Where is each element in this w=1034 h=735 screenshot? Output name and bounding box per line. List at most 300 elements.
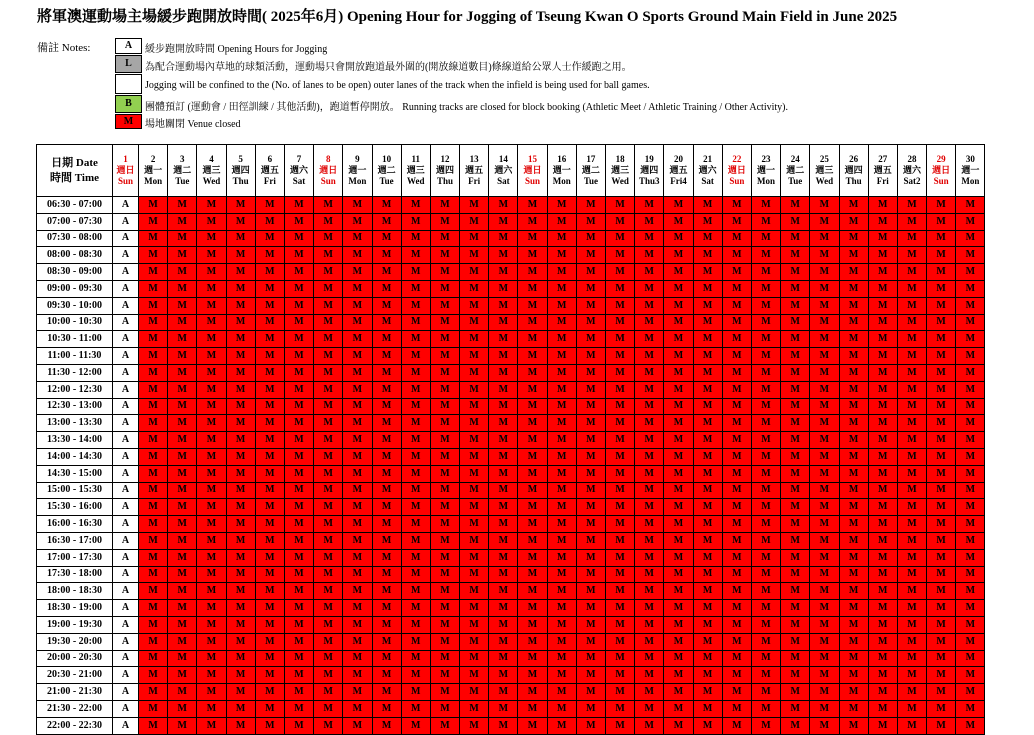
status-cell: A bbox=[113, 717, 139, 734]
day-header bbox=[956, 145, 985, 197]
day-header-zh: 週三 bbox=[202, 165, 221, 175]
status-cell: M bbox=[430, 197, 459, 214]
status-cell: M bbox=[839, 566, 868, 583]
time-slot-cell: 15:00 - 15:30 bbox=[37, 482, 113, 499]
status-cell: M bbox=[576, 717, 605, 734]
status-cell: M bbox=[897, 364, 926, 381]
status-cell: M bbox=[139, 432, 168, 449]
status-cell: M bbox=[430, 213, 459, 230]
status-cell: M bbox=[284, 213, 313, 230]
status-cell: M bbox=[839, 314, 868, 331]
status-cell: M bbox=[314, 364, 343, 381]
status-cell: M bbox=[664, 247, 693, 264]
status-cell: M bbox=[781, 600, 810, 617]
status-cell: M bbox=[430, 247, 459, 264]
status-cell: M bbox=[635, 600, 664, 617]
status-cell: M bbox=[460, 247, 489, 264]
time-slot-cell: 18:00 - 18:30 bbox=[37, 583, 113, 600]
status-cell: A bbox=[113, 516, 139, 533]
status-cell: M bbox=[460, 448, 489, 465]
status-cell: M bbox=[284, 348, 313, 365]
status-cell: M bbox=[956, 566, 985, 583]
status-cell: M bbox=[606, 566, 635, 583]
status-cell: M bbox=[401, 516, 430, 533]
status-cell: M bbox=[430, 516, 459, 533]
status-cell: M bbox=[255, 314, 284, 331]
status-cell: M bbox=[927, 264, 956, 281]
status-cell: M bbox=[314, 314, 343, 331]
day-header-en: Sat bbox=[292, 176, 306, 186]
status-cell: M bbox=[372, 717, 401, 734]
status-cell: M bbox=[576, 549, 605, 566]
status-cell: M bbox=[722, 331, 751, 348]
status-cell: M bbox=[139, 465, 168, 482]
status-cell: M bbox=[255, 583, 284, 600]
status-cell: M bbox=[927, 415, 956, 432]
status-cell: M bbox=[489, 247, 518, 264]
status-cell: M bbox=[314, 650, 343, 667]
day-header-en: Thu bbox=[845, 176, 862, 186]
status-cell: M bbox=[839, 448, 868, 465]
status-cell: M bbox=[751, 381, 780, 398]
status-cell: M bbox=[518, 297, 547, 314]
status-cell: M bbox=[927, 348, 956, 365]
time-slot-cell: 10:00 - 10:30 bbox=[37, 314, 113, 331]
table-row bbox=[37, 633, 985, 650]
status-cell: M bbox=[956, 700, 985, 717]
status-cell: M bbox=[693, 616, 722, 633]
status-cell: M bbox=[693, 314, 722, 331]
status-cell: M bbox=[635, 331, 664, 348]
status-cell: M bbox=[460, 398, 489, 415]
status-cell: M bbox=[314, 213, 343, 230]
day-header-en: Mon bbox=[348, 176, 367, 186]
status-cell: M bbox=[489, 532, 518, 549]
status-cell: M bbox=[897, 684, 926, 701]
day-header-en: Wed bbox=[815, 176, 834, 186]
status-cell: M bbox=[430, 314, 459, 331]
status-cell: M bbox=[197, 667, 226, 684]
status-cell: M bbox=[401, 549, 430, 566]
status-cell: M bbox=[781, 499, 810, 516]
status-cell: M bbox=[751, 448, 780, 465]
day-header-en: Sat bbox=[701, 176, 714, 186]
day-header-zh: 週日 bbox=[523, 165, 542, 175]
day-header-date: 2 bbox=[150, 154, 156, 164]
status-cell: M bbox=[606, 197, 635, 214]
time-slot-cell: 13:30 - 14:00 bbox=[37, 432, 113, 449]
status-cell: M bbox=[518, 684, 547, 701]
status-cell: M bbox=[606, 331, 635, 348]
status-cell: M bbox=[284, 415, 313, 432]
day-header bbox=[751, 145, 780, 197]
status-cell: M bbox=[927, 532, 956, 549]
status-cell: M bbox=[956, 297, 985, 314]
status-cell: M bbox=[868, 264, 897, 281]
status-cell: M bbox=[197, 415, 226, 432]
status-cell: M bbox=[226, 700, 255, 717]
status-cell: M bbox=[868, 633, 897, 650]
status-cell: M bbox=[284, 549, 313, 566]
status-cell: M bbox=[401, 600, 430, 617]
status-cell: M bbox=[897, 280, 926, 297]
time-slot-cell: 07:00 - 07:30 bbox=[37, 213, 113, 230]
table-row bbox=[37, 197, 985, 214]
status-cell: M bbox=[781, 348, 810, 365]
status-cell: M bbox=[139, 616, 168, 633]
status-cell: M bbox=[401, 583, 430, 600]
status-cell: M bbox=[839, 465, 868, 482]
status-cell: M bbox=[401, 532, 430, 549]
status-cell: M bbox=[314, 465, 343, 482]
status-cell: M bbox=[226, 566, 255, 583]
status-cell: M bbox=[489, 650, 518, 667]
status-cell: M bbox=[576, 297, 605, 314]
status-cell: M bbox=[168, 364, 197, 381]
status-cell: M bbox=[401, 314, 430, 331]
status-cell: M bbox=[927, 465, 956, 482]
status-cell: M bbox=[897, 230, 926, 247]
status-cell: M bbox=[547, 700, 576, 717]
day-header bbox=[168, 145, 197, 197]
status-cell: M bbox=[168, 700, 197, 717]
status-cell: M bbox=[168, 482, 197, 499]
status-cell: A bbox=[113, 432, 139, 449]
day-header bbox=[255, 145, 284, 197]
status-cell: M bbox=[401, 331, 430, 348]
status-cell: M bbox=[139, 213, 168, 230]
status-cell: M bbox=[226, 331, 255, 348]
status-cell: A bbox=[113, 633, 139, 650]
status-cell: M bbox=[576, 633, 605, 650]
status-cell: M bbox=[226, 684, 255, 701]
table-row bbox=[37, 650, 985, 667]
status-cell: M bbox=[489, 482, 518, 499]
legend-code-l: L bbox=[115, 55, 142, 73]
status-cell: M bbox=[781, 247, 810, 264]
day-header-zh: 週三 bbox=[611, 165, 630, 175]
status-cell: M bbox=[460, 348, 489, 365]
status-cell: M bbox=[547, 280, 576, 297]
status-cell: M bbox=[897, 516, 926, 533]
status-cell: M bbox=[343, 432, 372, 449]
status-cell: M bbox=[518, 280, 547, 297]
status-cell: M bbox=[576, 650, 605, 667]
status-cell: M bbox=[489, 314, 518, 331]
status-cell: M bbox=[284, 432, 313, 449]
status-cell: M bbox=[635, 213, 664, 230]
status-cell: M bbox=[576, 482, 605, 499]
status-cell: M bbox=[810, 566, 839, 583]
status-cell: M bbox=[168, 566, 197, 583]
status-cell: M bbox=[401, 297, 430, 314]
status-cell: M bbox=[139, 280, 168, 297]
status-cell: M bbox=[576, 415, 605, 432]
status-cell: M bbox=[839, 717, 868, 734]
status-cell: A bbox=[113, 499, 139, 516]
day-header bbox=[897, 145, 926, 197]
status-cell: M bbox=[751, 700, 780, 717]
status-cell: M bbox=[810, 482, 839, 499]
status-cell: A bbox=[113, 230, 139, 247]
status-cell: M bbox=[868, 331, 897, 348]
status-cell: M bbox=[693, 600, 722, 617]
status-cell: M bbox=[635, 532, 664, 549]
status-cell: M bbox=[314, 516, 343, 533]
status-cell: M bbox=[197, 616, 226, 633]
status-cell: M bbox=[372, 482, 401, 499]
status-cell: M bbox=[168, 516, 197, 533]
status-cell: M bbox=[343, 331, 372, 348]
status-cell: M bbox=[897, 314, 926, 331]
status-cell: M bbox=[664, 197, 693, 214]
status-cell: M bbox=[664, 549, 693, 566]
status-cell: M bbox=[839, 482, 868, 499]
time-slot-cell: 11:30 - 12:00 bbox=[37, 364, 113, 381]
status-cell: M bbox=[722, 633, 751, 650]
status-cell: M bbox=[693, 465, 722, 482]
status-cell: M bbox=[576, 247, 605, 264]
time-slot-cell: 18:30 - 19:00 bbox=[37, 600, 113, 617]
status-cell: M bbox=[314, 197, 343, 214]
status-cell: M bbox=[810, 415, 839, 432]
status-cell: M bbox=[284, 684, 313, 701]
status-cell: M bbox=[372, 650, 401, 667]
day-header bbox=[489, 145, 518, 197]
status-cell: M bbox=[197, 650, 226, 667]
status-cell: M bbox=[518, 348, 547, 365]
status-cell: M bbox=[518, 398, 547, 415]
day-header bbox=[547, 145, 576, 197]
status-cell: M bbox=[518, 717, 547, 734]
status-cell: M bbox=[197, 381, 226, 398]
status-cell: A bbox=[113, 600, 139, 617]
status-cell: M bbox=[722, 264, 751, 281]
status-cell: M bbox=[284, 314, 313, 331]
status-cell: M bbox=[664, 213, 693, 230]
status-cell: M bbox=[372, 381, 401, 398]
table-row bbox=[37, 616, 985, 633]
time-slot-cell: 17:30 - 18:00 bbox=[37, 566, 113, 583]
table-row bbox=[37, 314, 985, 331]
status-cell: M bbox=[664, 264, 693, 281]
status-cell: M bbox=[489, 700, 518, 717]
status-cell: M bbox=[722, 616, 751, 633]
status-cell: M bbox=[460, 700, 489, 717]
status-cell: M bbox=[518, 616, 547, 633]
status-cell: M bbox=[751, 280, 780, 297]
status-cell: M bbox=[635, 549, 664, 566]
status-cell: M bbox=[810, 432, 839, 449]
status-cell: M bbox=[430, 398, 459, 415]
status-cell: M bbox=[810, 516, 839, 533]
day-header-zh: 週二 bbox=[581, 165, 600, 175]
status-cell: M bbox=[372, 633, 401, 650]
status-cell: M bbox=[664, 616, 693, 633]
status-cell: M bbox=[956, 633, 985, 650]
status-cell: M bbox=[518, 381, 547, 398]
status-cell: M bbox=[255, 264, 284, 281]
status-cell: M bbox=[810, 465, 839, 482]
table-row bbox=[37, 667, 985, 684]
day-header-date: 5 bbox=[238, 154, 243, 164]
status-cell: M bbox=[197, 532, 226, 549]
status-cell: M bbox=[956, 415, 985, 432]
status-cell: M bbox=[314, 667, 343, 684]
status-cell: M bbox=[868, 566, 897, 583]
status-cell: M bbox=[722, 684, 751, 701]
status-cell: M bbox=[197, 482, 226, 499]
status-cell: M bbox=[255, 616, 284, 633]
day-header bbox=[197, 145, 226, 197]
status-cell: M bbox=[226, 667, 255, 684]
day-header-zh: 週三 bbox=[406, 165, 425, 175]
status-cell: M bbox=[868, 600, 897, 617]
status-cell: M bbox=[139, 516, 168, 533]
status-cell: M bbox=[956, 600, 985, 617]
status-cell: M bbox=[839, 650, 868, 667]
status-cell: M bbox=[343, 415, 372, 432]
status-cell: M bbox=[226, 482, 255, 499]
time-slot-cell: 16:30 - 17:00 bbox=[37, 532, 113, 549]
status-cell: M bbox=[518, 448, 547, 465]
status-cell: M bbox=[430, 700, 459, 717]
status-cell: M bbox=[897, 482, 926, 499]
status-cell: M bbox=[781, 566, 810, 583]
status-cell: M bbox=[489, 684, 518, 701]
status-cell: M bbox=[664, 448, 693, 465]
status-cell: M bbox=[284, 465, 313, 482]
status-cell: M bbox=[372, 667, 401, 684]
status-cell: M bbox=[372, 364, 401, 381]
status-cell: M bbox=[430, 264, 459, 281]
status-cell: M bbox=[868, 381, 897, 398]
status-cell: M bbox=[868, 247, 897, 264]
status-cell: M bbox=[751, 600, 780, 617]
status-cell: M bbox=[810, 684, 839, 701]
status-cell: M bbox=[197, 297, 226, 314]
status-cell: M bbox=[897, 331, 926, 348]
status-cell: M bbox=[314, 415, 343, 432]
status-cell: M bbox=[343, 465, 372, 482]
status-cell: M bbox=[314, 280, 343, 297]
status-cell: M bbox=[547, 398, 576, 415]
day-header-zh: 週三 bbox=[815, 165, 834, 175]
day-header-en: Sun bbox=[117, 176, 134, 186]
status-cell: M bbox=[401, 700, 430, 717]
status-cell: M bbox=[460, 516, 489, 533]
status-cell: M bbox=[430, 532, 459, 549]
status-cell: M bbox=[401, 197, 430, 214]
status-cell: M bbox=[226, 247, 255, 264]
status-cell: M bbox=[897, 717, 926, 734]
status-cell: M bbox=[401, 499, 430, 516]
status-cell: M bbox=[927, 650, 956, 667]
legend-code-a: A bbox=[115, 38, 142, 54]
time-slot-cell: 19:30 - 20:00 bbox=[37, 633, 113, 650]
status-cell: M bbox=[664, 482, 693, 499]
day-header-en: Tue bbox=[583, 176, 598, 186]
status-cell: M bbox=[810, 549, 839, 566]
status-cell: M bbox=[518, 650, 547, 667]
schedule-table bbox=[36, 144, 985, 735]
status-cell: M bbox=[722, 465, 751, 482]
day-header-date: 26 bbox=[849, 154, 859, 164]
status-cell: M bbox=[401, 482, 430, 499]
status-cell: M bbox=[781, 516, 810, 533]
status-cell: M bbox=[664, 297, 693, 314]
day-header bbox=[430, 145, 459, 197]
status-cell: M bbox=[489, 616, 518, 633]
status-cell: M bbox=[664, 516, 693, 533]
status-cell: M bbox=[897, 297, 926, 314]
status-cell: M bbox=[518, 499, 547, 516]
status-cell: M bbox=[868, 532, 897, 549]
status-cell: M bbox=[518, 331, 547, 348]
status-cell: M bbox=[664, 717, 693, 734]
day-header-zh: 週六 bbox=[494, 165, 513, 175]
status-cell: M bbox=[956, 331, 985, 348]
status-cell: M bbox=[489, 516, 518, 533]
legend-code-blank bbox=[115, 74, 142, 94]
status-cell: M bbox=[226, 314, 255, 331]
time-slot-cell: 10:30 - 11:00 bbox=[37, 331, 113, 348]
status-cell: M bbox=[168, 499, 197, 516]
status-cell: M bbox=[547, 633, 576, 650]
status-cell: M bbox=[664, 280, 693, 297]
status-cell: M bbox=[751, 717, 780, 734]
status-cell: M bbox=[635, 465, 664, 482]
status-cell: M bbox=[693, 448, 722, 465]
status-cell: M bbox=[372, 448, 401, 465]
status-cell: M bbox=[927, 499, 956, 516]
status-cell: M bbox=[139, 415, 168, 432]
status-cell: M bbox=[576, 432, 605, 449]
status-cell: M bbox=[635, 583, 664, 600]
status-cell: M bbox=[810, 331, 839, 348]
status-cell: M bbox=[693, 633, 722, 650]
status-cell: M bbox=[722, 364, 751, 381]
status-cell: M bbox=[693, 499, 722, 516]
status-cell: M bbox=[810, 700, 839, 717]
status-cell: M bbox=[197, 583, 226, 600]
status-cell: M bbox=[547, 297, 576, 314]
status-cell: M bbox=[255, 549, 284, 566]
status-cell: M bbox=[722, 667, 751, 684]
table-row bbox=[37, 700, 985, 717]
status-cell: M bbox=[168, 398, 197, 415]
status-cell: M bbox=[664, 348, 693, 365]
status-cell: M bbox=[635, 667, 664, 684]
status-cell: M bbox=[547, 600, 576, 617]
status-cell: M bbox=[722, 415, 751, 432]
status-cell: M bbox=[255, 448, 284, 465]
status-cell: M bbox=[722, 448, 751, 465]
status-cell: M bbox=[226, 650, 255, 667]
time-slot-cell: 17:00 - 17:30 bbox=[37, 549, 113, 566]
status-cell: M bbox=[781, 331, 810, 348]
day-header-date: 23 bbox=[761, 154, 771, 164]
status-cell: M bbox=[168, 650, 197, 667]
day-header-date: 29 bbox=[936, 154, 946, 164]
status-cell: M bbox=[635, 566, 664, 583]
status-cell: M bbox=[489, 297, 518, 314]
status-cell: M bbox=[576, 667, 605, 684]
time-slot-cell: 14:30 - 15:00 bbox=[37, 465, 113, 482]
status-cell: M bbox=[460, 499, 489, 516]
table-row bbox=[37, 684, 985, 701]
status-cell: M bbox=[810, 280, 839, 297]
